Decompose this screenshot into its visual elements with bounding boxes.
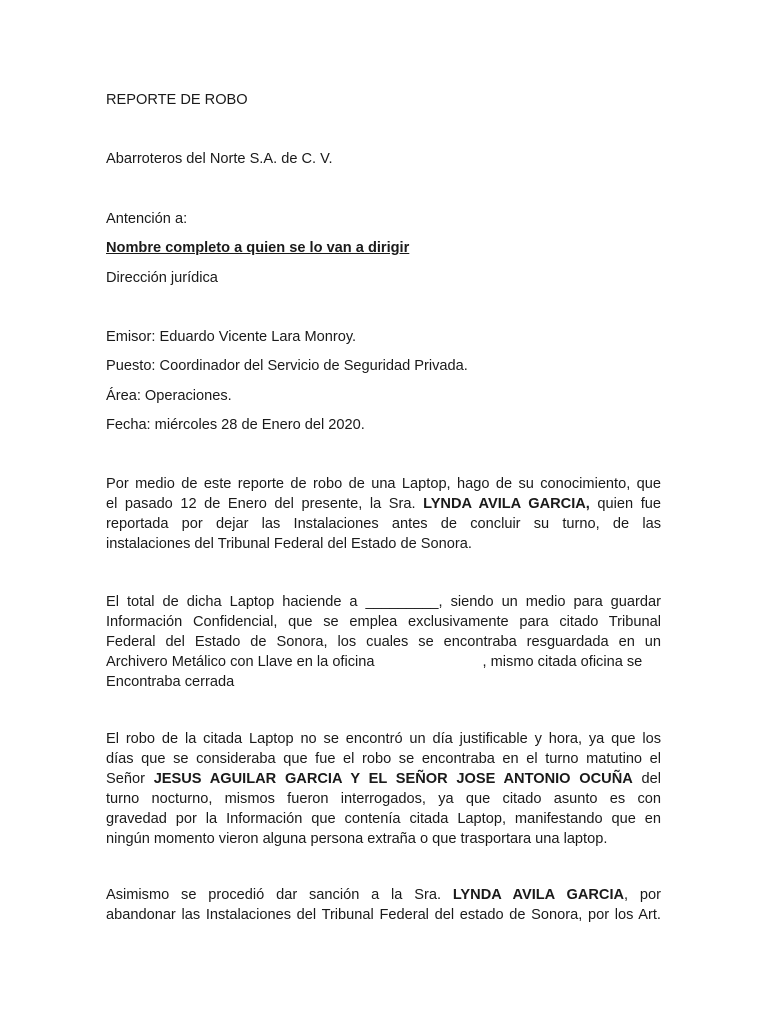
- p2-line-2: Información Confidencial, que se emplea exclusivamente para citado Tribunal: [106, 614, 661, 630]
- p2-line-4-end: , mismo citada oficina se: [482, 654, 643, 670]
- p4-line-1: [106, 885, 661, 905]
- p1-line-4: instalaciones del Tribunal Federal del Estado de Sonora.: [106, 536, 472, 552]
- p1-line-2-text: el pasado 12 de Enero del presente, la Sra.: [106, 496, 416, 512]
- p2-line-5: Encontraba cerrada: [106, 674, 235, 690]
- p1-line-2-end: quien fue: [597, 496, 661, 512]
- paragraph-4: [106, 885, 661, 925]
- guard-names: JESUS AGUILAR GARCIA Y EL SEÑOR JOSE ANTONIO OCUÑA: [153, 771, 633, 787]
- area-line: Área: Operaciones.: [106, 388, 232, 404]
- p3-line-3-end: del: [641, 771, 661, 787]
- document-page: [106, 0, 661, 1024]
- p3-line-4: turno nocturno, mismos fueron interrogados, ya que citado asunto es con: [106, 791, 661, 807]
- date-line: Fecha: miércoles 28 de Enero del 2020.: [106, 417, 365, 433]
- paragraph-2: [106, 592, 661, 692]
- paragraph-3: [106, 729, 661, 849]
- p4-name-group: [453, 887, 661, 903]
- report-title: REPORTE DE ROBO: [106, 92, 248, 108]
- p3-line-3: [106, 769, 661, 789]
- p4-line-1-end: , por: [624, 887, 662, 903]
- p3-line-6: ningún momento vieron alguna persona extraña o que trasportara una laptop.: [106, 831, 608, 847]
- attention-label: Antención a:: [106, 211, 188, 227]
- paragraph-1: [106, 474, 661, 554]
- p2-line-4-text: Archivero Metálico con Llave en la oficina: [106, 654, 375, 670]
- p4-line-1-text: Asimismo se procedió dar sanción a la Sra.: [106, 887, 442, 903]
- p2-line-4: [106, 652, 661, 672]
- p1-line-3: reportada por dejar las Instalaciones antes de concluir su turno, de las: [106, 516, 661, 532]
- p3-line-5: gravedad por la Información que contenía citada Laptop, manifestando que en: [106, 811, 661, 827]
- person-name-2: LYNDA AVILA GARCIA: [452, 887, 625, 903]
- company-name: Abarroteros del Norte S.A. de C. V.: [106, 151, 333, 167]
- p4-line-2: abandonar las Instalaciones del Tribunal Federal del estado de Sonora, por los Art.: [106, 907, 661, 923]
- p1-line-2: [106, 494, 661, 514]
- department: Dirección jurídica: [106, 270, 218, 286]
- p1-line-1: Por medio de este reporte de robo de una Laptop, hago de su conocimiento, que: [106, 476, 661, 492]
- position-line: Puesto: Coordinador del Servicio de Seguridad Privada.: [106, 358, 468, 374]
- recipient-name: Nombre completo a quien se lo van a dirigir: [106, 240, 410, 256]
- p3-line-1: El robo de la citada Laptop no se encontró un día justificable y hora, ya que los: [106, 731, 661, 747]
- person-name: LYNDA AVILA GARCIA,: [423, 496, 590, 512]
- p3-line-3-text: Señor: [106, 771, 145, 787]
- p2-line-1: El total de dicha Laptop haciende a _________, siendo un medio para guardar: [106, 594, 661, 610]
- p3-line-2: días que se consideraba que fue el robo se encontraba en el turno matutino el: [106, 751, 661, 767]
- p2-line-3: Federal del Estado de Sonora, los cuales se encontraba resguardada en un: [106, 634, 661, 650]
- emitter-line: Emisor: Eduardo Vicente Lara Monroy.: [106, 329, 357, 345]
